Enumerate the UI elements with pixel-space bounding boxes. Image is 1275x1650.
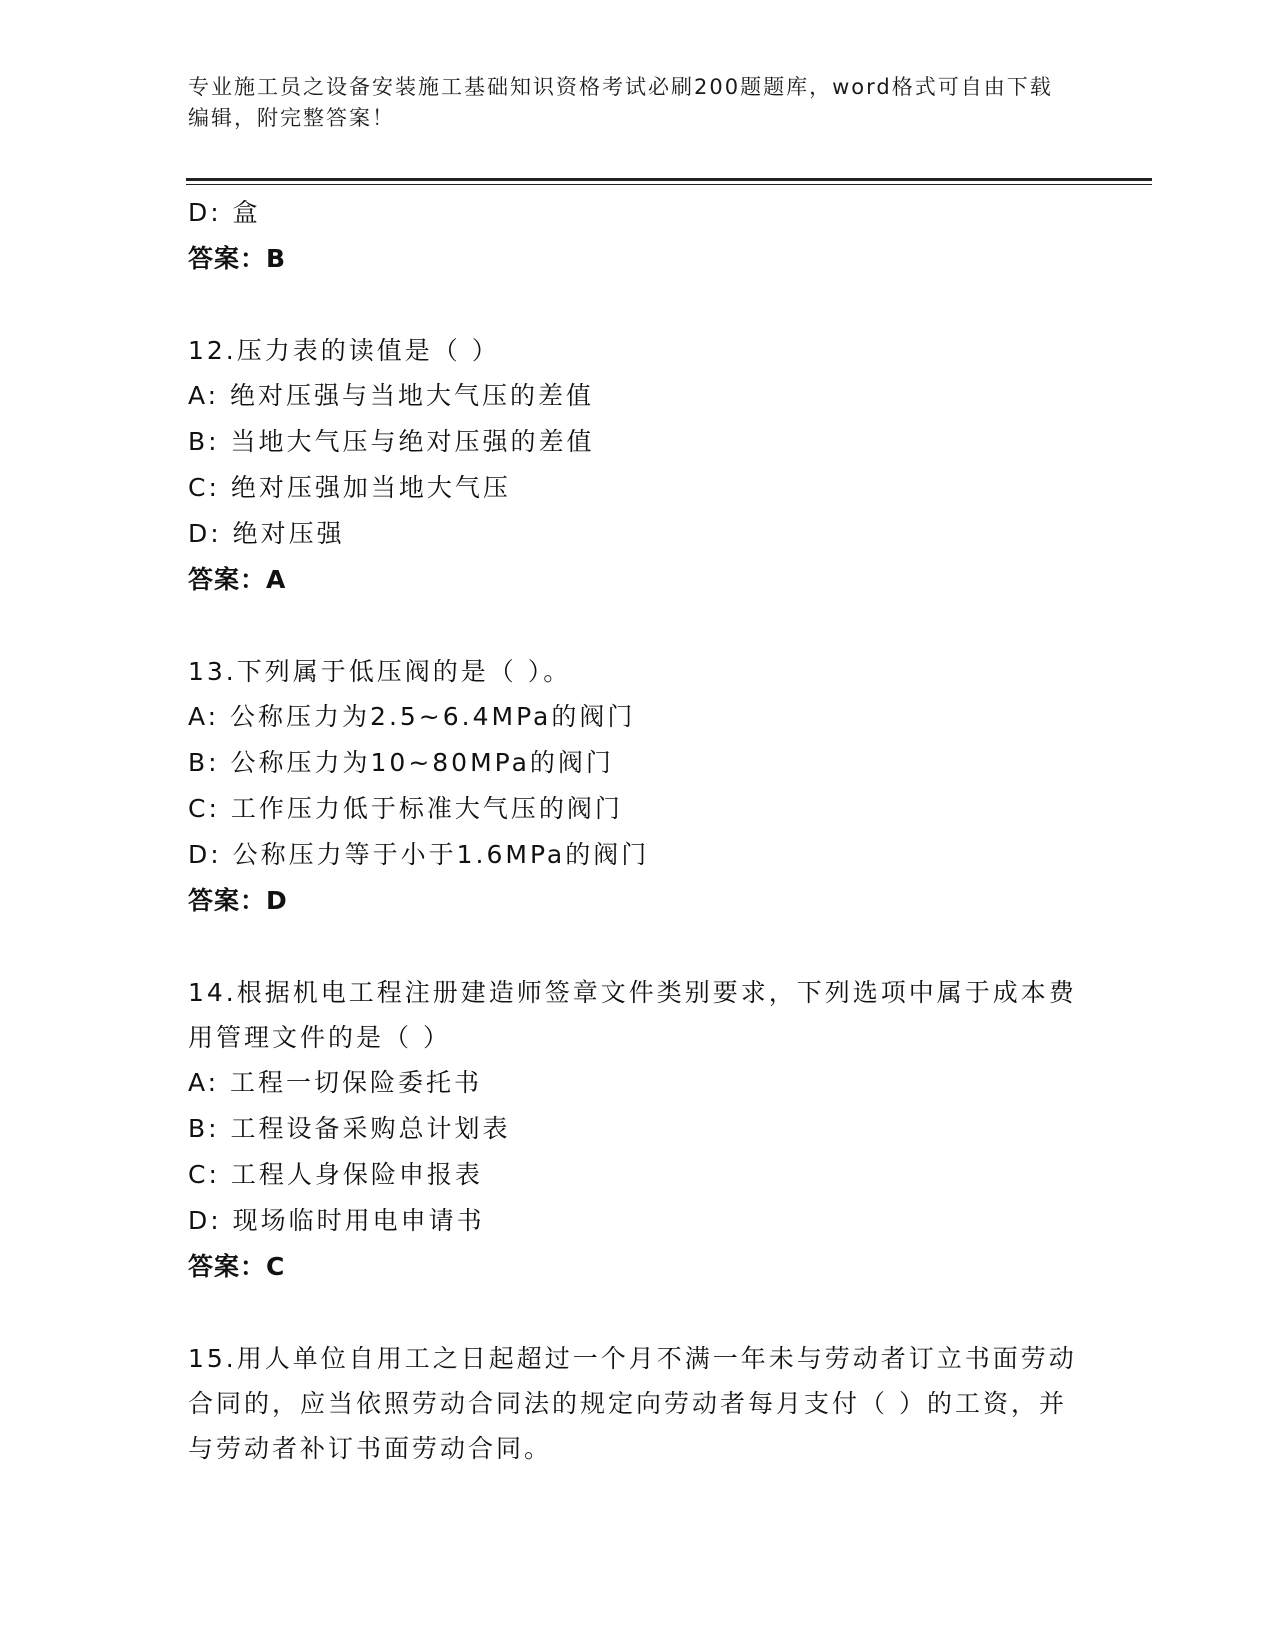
question-14 — [188, 970, 1088, 1290]
option-c: C: 绝对压强加当地大气压 — [188, 473, 511, 502]
document-header: 专业施工员之设备安装施工基础知识资格考试必刷200题题库，word格式可自由下载编辑，附完整答案！ — [188, 75, 1053, 130]
option-a: A: 绝对压强与当地大气压的差值 — [188, 381, 595, 410]
prev-answer: 答案：B — [188, 244, 287, 273]
option-b: B: 公称压力为10~80MPa的阀门 — [188, 748, 614, 777]
question-13 — [188, 649, 1088, 924]
question-15 — [188, 1336, 1088, 1471]
option-c: C: 工程人身保险申报表 — [188, 1160, 483, 1189]
option-d: D: 公称压力等于小于1.6MPa的阀门 — [188, 840, 650, 869]
question-12 — [188, 328, 1088, 603]
option-d: D: 现场临时用电申请书 — [188, 1206, 485, 1235]
question-text: 12.压力表的读值是（ ） — [188, 336, 500, 365]
prev-option-d: D: 盒 — [188, 198, 261, 227]
answer: 答案：D — [188, 886, 288, 915]
question-text: 14.根据机电工程注册建造师签章文件类别要求，下列选项中属于成本费用管理文件的是（ ） — [188, 978, 1077, 1052]
option-d: D: 绝对压强 — [188, 519, 345, 548]
option-b: B: 当地大气压与绝对压强的差值 — [188, 427, 595, 456]
option-c: C: 工作压力低于标准大气压的阀门 — [188, 794, 623, 823]
option-a: A: 工程一切保险委托书 — [188, 1068, 483, 1097]
option-a: A: 公称压力为2.5~6.4MPa的阀门 — [188, 702, 636, 731]
answer: 答案：C — [188, 1252, 286, 1281]
option-b: B: 工程设备采购总计划表 — [188, 1114, 511, 1143]
question-text: 13.下列属于低压阀的是（ ）。 — [188, 657, 572, 686]
answer: 答案：A — [188, 565, 287, 594]
header-rule-thick — [186, 178, 1152, 181]
question-list — [188, 190, 1088, 1471]
question-text: 15.用人单位自用工之日起超过一个月不满一年未与劳动者订立书面劳动合同的，应当依照劳动合同法的规定向劳动者每月支付（ ）的工资，并与劳动者补订书面劳动合同。 — [188, 1344, 1077, 1463]
header-rule-thin — [186, 184, 1152, 185]
